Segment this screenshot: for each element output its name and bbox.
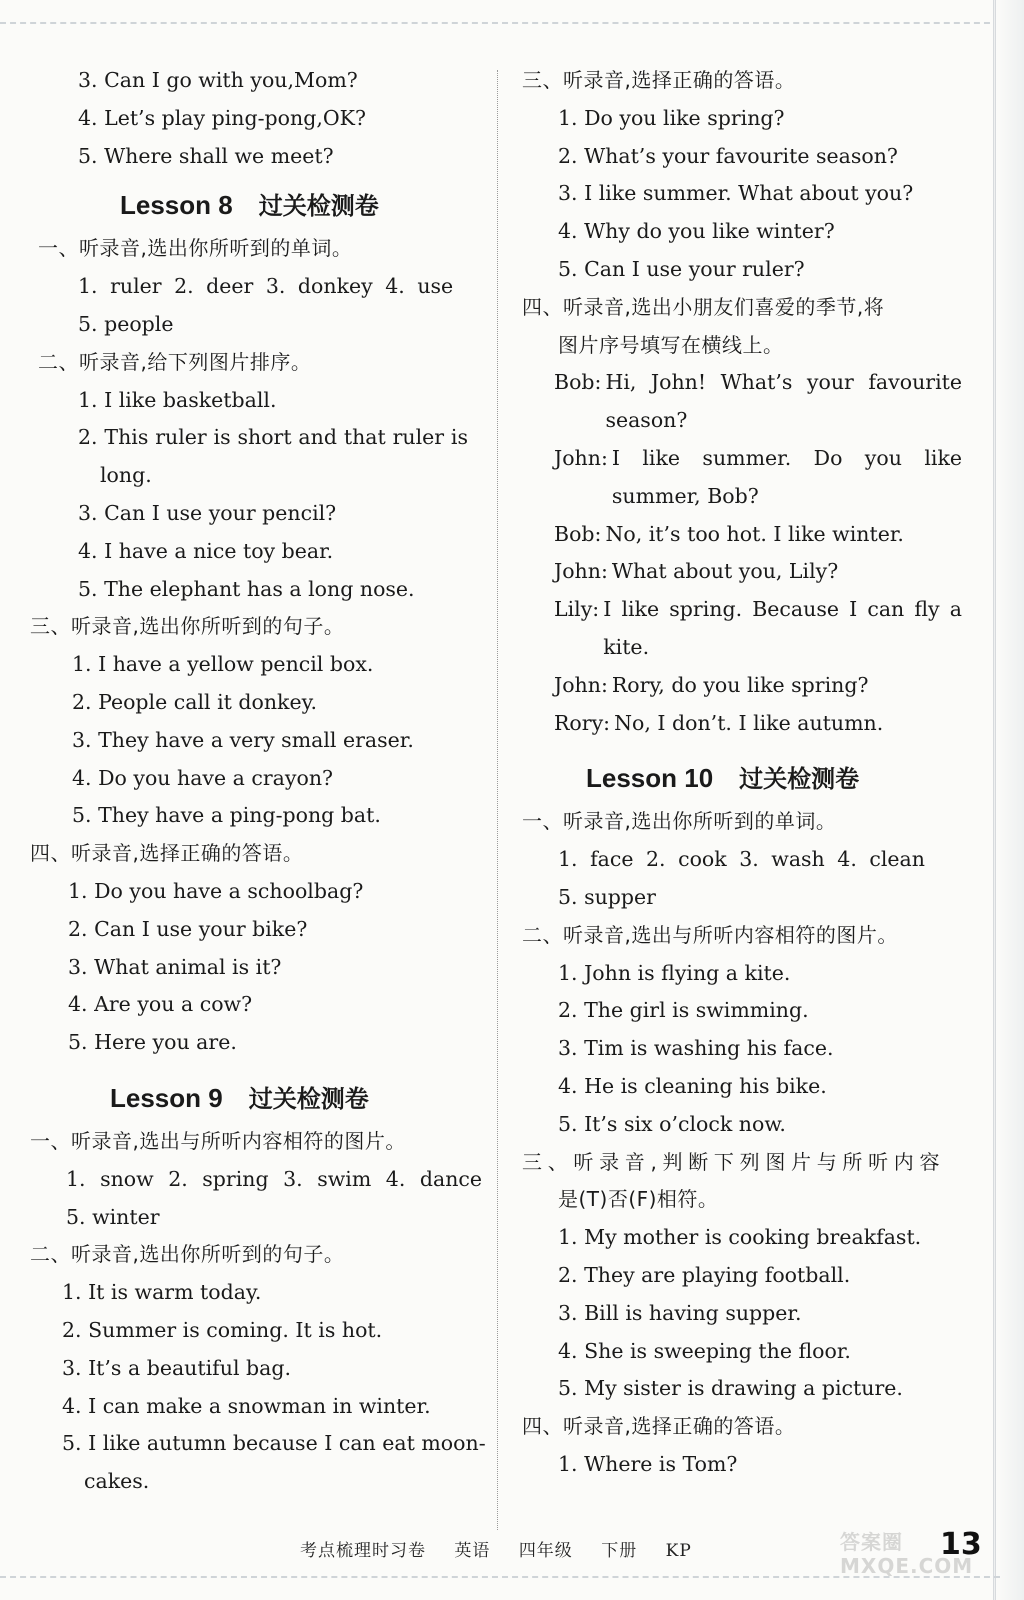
column-divider [497, 70, 498, 1530]
dialog-line [522, 591, 962, 667]
lesson-title: Lesson 9 [110, 1082, 223, 1113]
footer-subject: 英语 [454, 1541, 491, 1561]
list-item: 5. I like autumn because I can eat moon- [62, 1431, 486, 1456]
section-heading-continuation: 是(T)否(F)相符。 [558, 1187, 719, 1212]
list-item: 1. John is flying a kite. [558, 960, 791, 985]
list-item: 5. Here you are. [68, 1030, 237, 1055]
watermark: 答案圈 MXQE.COM [840, 1530, 974, 1578]
dialog-line [522, 440, 962, 516]
list-item: 1. I have a yellow pencil box. [72, 652, 374, 677]
section-heading: 一、听录音,选出你所听到的单词。 [38, 236, 353, 261]
list-item: 2. They are playing football. [558, 1262, 851, 1287]
dialog-line [522, 516, 962, 554]
left-column [30, 62, 486, 1501]
list-item: 3. It’s a beautiful bag. [62, 1355, 292, 1380]
list-item: 3. Can I use your pencil? [78, 500, 337, 525]
dialog-line [522, 553, 962, 591]
list-item: 1. I like basketball. [78, 387, 277, 412]
word-list: 1. snow 2. spring 3. swim 4. dance [66, 1166, 483, 1191]
lesson-subtitle: 过关检测卷 [258, 192, 379, 221]
list-item: 4. Let’s play ping-pong,OK? [78, 105, 366, 130]
word-list: 5. people [78, 311, 174, 336]
dialog-line [522, 705, 962, 743]
page-number: 13 [940, 1527, 982, 1562]
dialog-speaker: John: [554, 559, 608, 584]
list-item: 2. People call it donkey. [72, 689, 317, 714]
section-heading-continuation: 图片序号填写在横线上。 [558, 332, 784, 357]
list-item: 5. It’s six o’clock now. [558, 1111, 786, 1136]
section-heading: 四、听录音,选出小朋友们喜爱的季节,将 [522, 294, 885, 319]
list-item: 2. Can I use your bike? [68, 916, 308, 941]
list-item-continuation: long. [100, 463, 152, 488]
list-item: 4. I have a nice toy bear. [78, 538, 334, 563]
dialog-speaker: John: [554, 445, 608, 470]
page-right-edge [993, 0, 1024, 1600]
page-bottom-edge [0, 1576, 1000, 1600]
lesson-subtitle: 过关检测卷 [739, 765, 860, 794]
footer-book-title: 考点梳理时习卷 [300, 1541, 426, 1561]
list-item: 3. Tim is washing his face. [558, 1036, 834, 1061]
list-item: 4. He is cleaning his bike. [558, 1073, 827, 1098]
lesson-8-heading [30, 183, 482, 228]
dialog-text: Rory, do you like spring? [611, 672, 869, 697]
list-item: 3. They have a very small eraser. [72, 727, 414, 752]
footer-edition: KP [665, 1541, 692, 1561]
list-item: 3. Bill is having supper. [558, 1300, 802, 1325]
section-heading: 三、听录音,选出你所听到的句子。 [30, 614, 345, 639]
section-heading: 四、听录音,选择正确的答语。 [522, 1414, 796, 1439]
list-item: 5. The elephant has a long nose. [78, 576, 415, 601]
list-item: 5. My sister is drawing a picture. [558, 1376, 903, 1401]
list-item: 2. What’s your favourite season? [558, 143, 898, 168]
list-item: 3. Can I go with you,Mom? [78, 68, 358, 92]
list-item: 1. Do you have a schoolbag? [68, 878, 364, 903]
list-item: 5. They have a ping-pong bat. [72, 803, 381, 828]
list-item: 3. I like summer. What about you? [558, 181, 914, 206]
right-column [522, 62, 962, 1484]
list-item: 1. My mother is cooking breakfast. [558, 1225, 922, 1250]
list-item: 1. It is warm today. [62, 1280, 262, 1305]
page-footer [300, 1536, 714, 1561]
dialog-text: No, it’s too hot. I like winter. [605, 521, 904, 546]
list-item: 2. Summer is coming. It is hot. [62, 1317, 383, 1342]
lesson-title: Lesson 10 [586, 763, 714, 794]
list-item: 2. This ruler is short and that ruler is [78, 425, 468, 450]
dialog-line [522, 364, 962, 440]
dialog-speaker: Rory: [554, 710, 611, 735]
dialog-speaker: John: [554, 672, 608, 697]
dialog-text: I like spring. Because I can fly a kite. [603, 597, 962, 659]
footer-grade: 四年级 [518, 1541, 573, 1561]
word-list: 1. ruler 2. deer 3. donkey 4. use [78, 274, 454, 299]
section-heading: 二、听录音,给下列图片排序。 [38, 349, 312, 374]
dialog-speaker: Bob: [554, 370, 602, 395]
list-item: 5. Where shall we meet? [78, 143, 334, 168]
list-item: 4. I can make a snowman in winter. [62, 1393, 431, 1418]
list-item: 1. Where is Tom? [558, 1451, 738, 1476]
section-heading: 四、听录音,选择正确的答语。 [30, 841, 304, 866]
dialog-text: Hi, John! What’s your favourite season? [605, 370, 962, 433]
section-heading: 三、听录音,选择正确的答语。 [522, 68, 796, 92]
footer-volume: 下册 [601, 1541, 638, 1561]
list-item: 4. Why do you like winter? [558, 219, 835, 244]
section-heading: 一、听录音,选出与所听内容相符的图片。 [30, 1128, 406, 1153]
section-heading: 一、听录音,选出你所听到的单词。 [522, 809, 837, 834]
dialog-speaker: Bob: [554, 521, 602, 546]
word-list: 5. winter [66, 1204, 160, 1229]
word-list: 5. supper [558, 884, 656, 909]
lesson-subtitle: 过关检测卷 [248, 1084, 369, 1113]
list-item: 5. Can I use your ruler? [558, 256, 805, 281]
list-item-continuation: cakes. [84, 1469, 150, 1494]
dialog-speaker: Lily: [554, 597, 600, 622]
dialog-text: What about you, Lily? [611, 559, 839, 584]
list-item: 4. She is sweeping the floor. [558, 1338, 851, 1363]
dialog-text: No, I don’t. I like autumn. [614, 710, 884, 735]
section-heading: 二、听录音,选出与所听内容相符的图片。 [522, 922, 898, 947]
lesson-9-heading [30, 1076, 482, 1121]
dialog-text: I like summer. Do you like summer, Bob? [611, 445, 962, 508]
section-heading: 二、听录音,选出你所听到的句子。 [30, 1242, 345, 1267]
list-item: 1. Do you like spring? [558, 105, 785, 130]
dialog-line [522, 667, 962, 705]
list-item: 2. The girl is swimming. [558, 998, 809, 1023]
lesson-title: Lesson 8 [120, 190, 233, 221]
list-item: 4. Are you a cow? [68, 992, 253, 1017]
word-list: 1. face 2. cook 3. wash 4. clean [558, 847, 925, 872]
list-item: 3. What animal is it? [68, 954, 282, 979]
section-heading: 三、听录音,判断下列图片与所听内容 [522, 1149, 940, 1174]
page-top-edge [0, 0, 1000, 24]
lesson-10-heading [522, 756, 962, 801]
list-item: 4. Do you have a crayon? [72, 765, 334, 790]
